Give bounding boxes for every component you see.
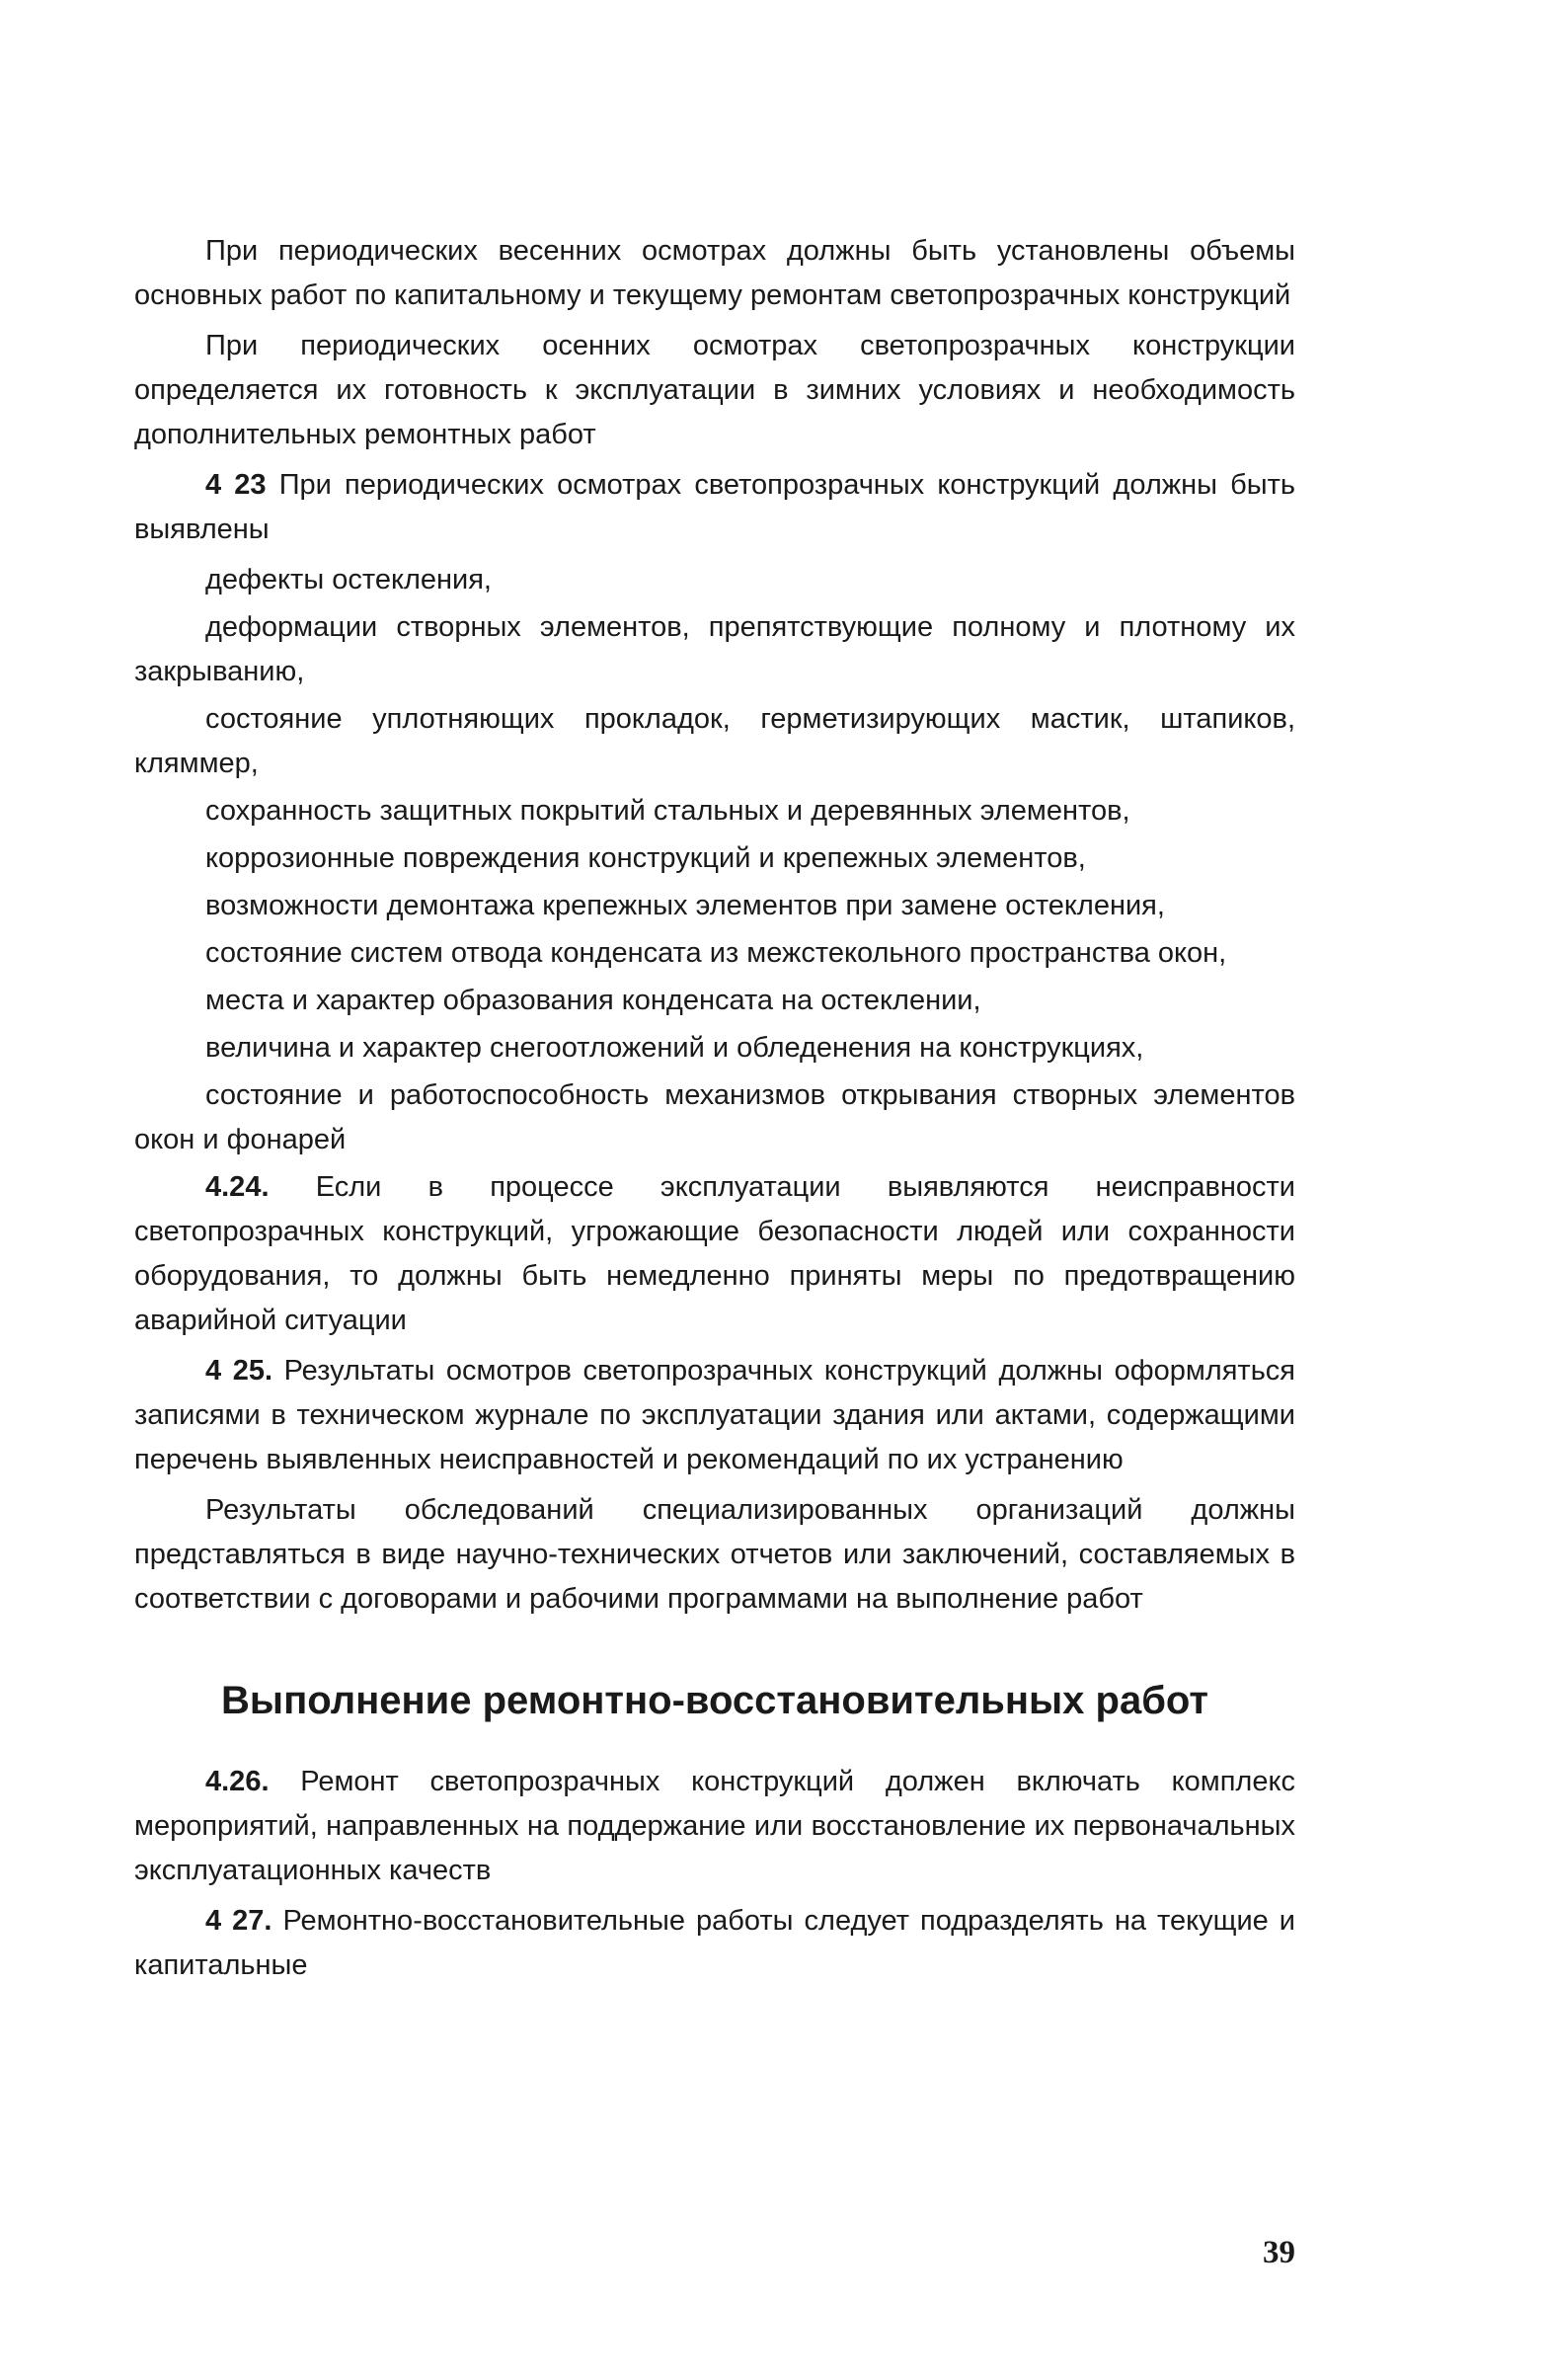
document-page xyxy=(134,229,1295,1994)
list-item: состояние систем отвода конденсата из межстекольного пространства окон, xyxy=(205,937,1227,969)
paragraph-4-27 xyxy=(134,1899,1295,1988)
list-item: коррозионные повреждения конструкций и крепежных элементов, xyxy=(205,842,1086,874)
list-item: дефекты остекления, xyxy=(205,564,492,595)
paragraph-text: Если в процессе эксплуатации выявляются неисправности светопрозрачных конструкций, угрожающие безопасности людей или сохранности оборудования, то должны быть немедленно приняты меры по предотвращению аварийной ситуации xyxy=(134,1171,1295,1336)
paragraph-4-24 xyxy=(134,1165,1295,1343)
paragraph-text: Результаты осмотров светопрозрачных конструкций должны оформляться записями в техническом журнале по эксплуатации здания или актами, содержащими перечень выявленных неисправностей и рекомендаций по их устранению xyxy=(134,1355,1296,1475)
paragraph-4-25 xyxy=(134,1349,1295,1482)
list-item: сохранность защитных покрытий стальных и деревянных элементов, xyxy=(205,795,1130,827)
list-item: величина и характер снегоотложений и обледенения на конструкциях, xyxy=(205,1032,1144,1064)
paragraph-text: Результаты обследований специализированных организаций должны представляться в виде научно-технических отчетов или заключений, составляемых в соответствии с договорами и рабочими программами на выполнение работ xyxy=(134,1494,1295,1615)
list-item: возможности демонтажа крепежных элементов при замене остекления, xyxy=(205,890,1165,921)
paragraph-autumn-inspections xyxy=(134,324,1295,457)
paragraph-4-26 xyxy=(134,1760,1295,1893)
paragraph-text: При периодических весенних осмотрах должны быть установлены объемы основных работ по капитальному и текущему ремонтам светопрозрачных конструкций xyxy=(134,235,1295,311)
paragraph-specialized-organizations xyxy=(134,1488,1295,1622)
clause-number: 4 27. xyxy=(205,1905,272,1937)
paragraph-text: При периодических осенних осмотрах светопрозрачных конструкции определяется их готовность к эксплуатации в зимних условиях и необходимость дополнительных ремонтных работ xyxy=(134,330,1295,450)
paragraph-text: Ремонтно-восстановительные работы следует подразделять на текущие и капитальные xyxy=(134,1905,1296,1981)
paragraph-text: Ремонт светопрозрачных конструкций должен включать комплекс мероприятий, направленных на поддержание или восстановление их первоначальных эксплуатационных качеств xyxy=(134,1766,1295,1886)
page-number: 39 xyxy=(1263,2235,1295,2270)
clause-number: 4.24. xyxy=(205,1171,270,1203)
clause-number: 4.26. xyxy=(205,1766,270,1797)
clause-number: 4 23 xyxy=(205,469,267,501)
section-heading: Выполнение ремонтно-восстановительных работ xyxy=(221,1679,1208,1722)
list-item: состояние и работоспособность механизмов открывания створных элементов окон и фонарей xyxy=(134,1079,1295,1155)
paragraph-4-23 xyxy=(134,463,1295,552)
paragraph-text: При периодических осмотрах светопрозрачных конструкций должны быть выявлены xyxy=(134,469,1295,545)
paragraph-spring-inspections xyxy=(134,229,1295,318)
list-item: состояние уплотняющих прокладок, герметизирующих мастик, штапиков, кляммер, xyxy=(134,703,1295,779)
clause-number: 4 25. xyxy=(205,1355,273,1387)
list-item: деформации створных элементов, препятствующие полному и плотному их закрыванию, xyxy=(134,611,1295,687)
list-item: места и характер образования конденсата на остеклении, xyxy=(205,985,981,1016)
